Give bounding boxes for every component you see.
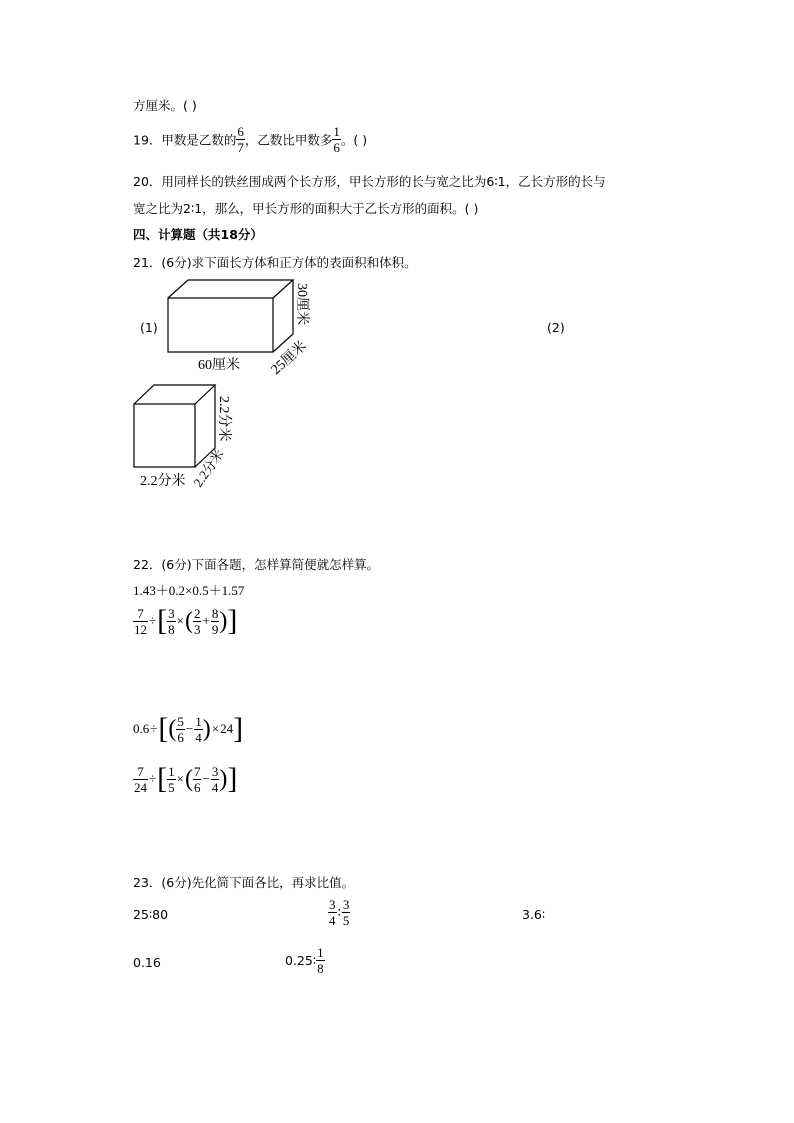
- q22-expression-3: [133, 714, 243, 744]
- e2-c-num: 2: [193, 605, 201, 621]
- q21-label-2: (2): [547, 320, 565, 335]
- e3-tail: 24: [220, 721, 234, 736]
- e3-op-times: ×: [211, 721, 220, 736]
- e3-b-den: 4: [195, 729, 202, 745]
- r2-sep: ∶: [337, 904, 341, 920]
- e4-paren-close: ): [219, 766, 228, 792]
- q21-statement: 21．(6分)求下面长方体和正方体的表面积和体积。: [133, 255, 417, 270]
- q23-statement: 23．(6分)先化简下面各比，再求比值。: [133, 875, 355, 890]
- r2-a-num: 3: [329, 897, 336, 912]
- r4-num: 1: [317, 945, 324, 960]
- q23-ratio-3-second: 0.16: [133, 955, 161, 970]
- cuboid-side-edge: [273, 280, 293, 352]
- q22-expression-4: [133, 764, 237, 794]
- e3-frac-b: [194, 715, 203, 744]
- q19-prefix: 19．甲数是乙数的: [133, 132, 237, 148]
- cube-width-label: 2.2分米: [190, 446, 227, 490]
- e4-op-divide: ÷: [149, 771, 157, 786]
- e3-op-divide: ÷: [150, 721, 158, 736]
- q19-f2-num: 1: [333, 124, 340, 139]
- e2-paren-close: ): [219, 608, 228, 634]
- e2-b-num: 3: [168, 605, 175, 621]
- q19-statement: [133, 125, 367, 154]
- q19-fraction-one-sixth: [332, 125, 341, 154]
- q23-ratio-3-first: 3.6∶: [522, 907, 546, 922]
- e4-frac-a: [133, 765, 148, 794]
- cube-figure: [128, 380, 248, 495]
- cube-height-label: 2.2分米: [216, 396, 231, 442]
- e4-b-num: 1: [168, 763, 175, 779]
- e4-d-num: 3: [211, 763, 219, 779]
- q22-expression-1: 1.43＋0.2×0.5＋1.57: [133, 583, 245, 598]
- q22-expression-2: [133, 606, 237, 636]
- e4-b-den: 5: [168, 779, 175, 795]
- r2-frac-b: [342, 898, 351, 927]
- e3-frac-a: [176, 715, 185, 744]
- e3-paren-open: (: [168, 716, 177, 742]
- q20-line-2: 宽之比为2∶1，那么，甲长方形的面积大于乙长方形的面积。( ): [133, 201, 479, 216]
- e3-bracket-close: ]: [233, 712, 244, 745]
- e3-bracket-open: [: [158, 712, 169, 745]
- e4-op-minus: −: [202, 771, 210, 786]
- q20-line-1: 20．用同样长的铁丝围成两个长方形，甲长方形的长与宽之比为6∶1，乙长方形的长与: [133, 174, 606, 189]
- q19-middle: ，乙数比甲数多: [244, 132, 333, 148]
- cuboid-length-label: 60厘米: [198, 358, 240, 373]
- e4-d-den: 4: [211, 779, 219, 795]
- q19-f1-num: 6: [237, 124, 244, 139]
- cuboid-width-label: 25厘米: [268, 338, 310, 378]
- e2-b-den: 8: [168, 621, 175, 637]
- e3-a-num: 5: [177, 713, 184, 729]
- cuboid-height-label: 30厘米: [294, 283, 309, 325]
- r4-prefix: 0.25∶: [285, 953, 317, 968]
- e4-bracket-open: [: [157, 762, 168, 795]
- e3-b-num: 1: [195, 713, 202, 729]
- e2-a-den: 12: [134, 621, 147, 637]
- e2-op-divide: ÷: [149, 613, 157, 628]
- e4-bracket-close: ]: [227, 762, 238, 795]
- cuboid-front-face: [168, 298, 273, 352]
- e2-frac-a: [133, 607, 148, 636]
- q21-label-1: (1): [140, 320, 158, 335]
- q23-ratio-4: [285, 946, 325, 975]
- e4-c-num: 7: [193, 763, 201, 779]
- q23-ratio-2: [328, 898, 350, 927]
- q19-f1-den: 7: [237, 140, 244, 155]
- e2-op-times: ×: [176, 613, 184, 628]
- q22-statement: 22．(6分)下面各题，怎样算简便就怎样算。: [133, 557, 380, 572]
- e2-c-den: 3: [193, 621, 201, 637]
- e3-lead: 0.6: [133, 721, 150, 736]
- r2-b-den: 5: [342, 913, 350, 928]
- e2-op-plus: +: [202, 613, 210, 628]
- e2-bracket-open: [: [157, 604, 168, 637]
- e2-bracket-close: ]: [227, 604, 238, 637]
- cube-top-face: [134, 385, 215, 404]
- r4-den: 8: [317, 961, 324, 976]
- e4-paren-open: (: [184, 766, 193, 792]
- r2-a-den: 4: [329, 913, 336, 928]
- e4-c-den: 6: [193, 779, 201, 795]
- e4-a-num: 7: [133, 765, 148, 780]
- e3-a-den: 6: [177, 729, 184, 745]
- r2-frac-a: [328, 898, 337, 927]
- q18-tail-text: 方厘米。( ): [133, 98, 197, 113]
- q19-fraction-six-sevenths: [236, 125, 245, 154]
- e3-paren-close: ): [202, 716, 211, 742]
- cube-length-label: 2.2分米: [140, 474, 186, 489]
- e4-op-times: ×: [176, 771, 184, 786]
- section-heading-calculation: 四、计算题（共18分）: [133, 227, 263, 242]
- cuboid-figure: [160, 275, 325, 380]
- e2-frac-b: [167, 607, 176, 636]
- e4-a-den: 24: [134, 779, 147, 795]
- r2-b-num: 3: [342, 897, 350, 912]
- r4-frac: [316, 946, 325, 975]
- e2-d-den: 9: [211, 621, 219, 637]
- e4-frac-b: [167, 765, 176, 794]
- e3-op-minus: −: [185, 721, 194, 736]
- q19-f2-den: 6: [333, 140, 340, 155]
- cuboid-top-face: [168, 280, 293, 298]
- e2-paren-open: (: [184, 608, 193, 634]
- e2-d-num: 8: [211, 605, 219, 621]
- cube-front-face: [134, 404, 195, 467]
- q23-ratio-1: 25∶80: [133, 907, 169, 922]
- q19-answer-blank: 。( ): [340, 132, 368, 148]
- e2-a-num: 7: [133, 607, 148, 622]
